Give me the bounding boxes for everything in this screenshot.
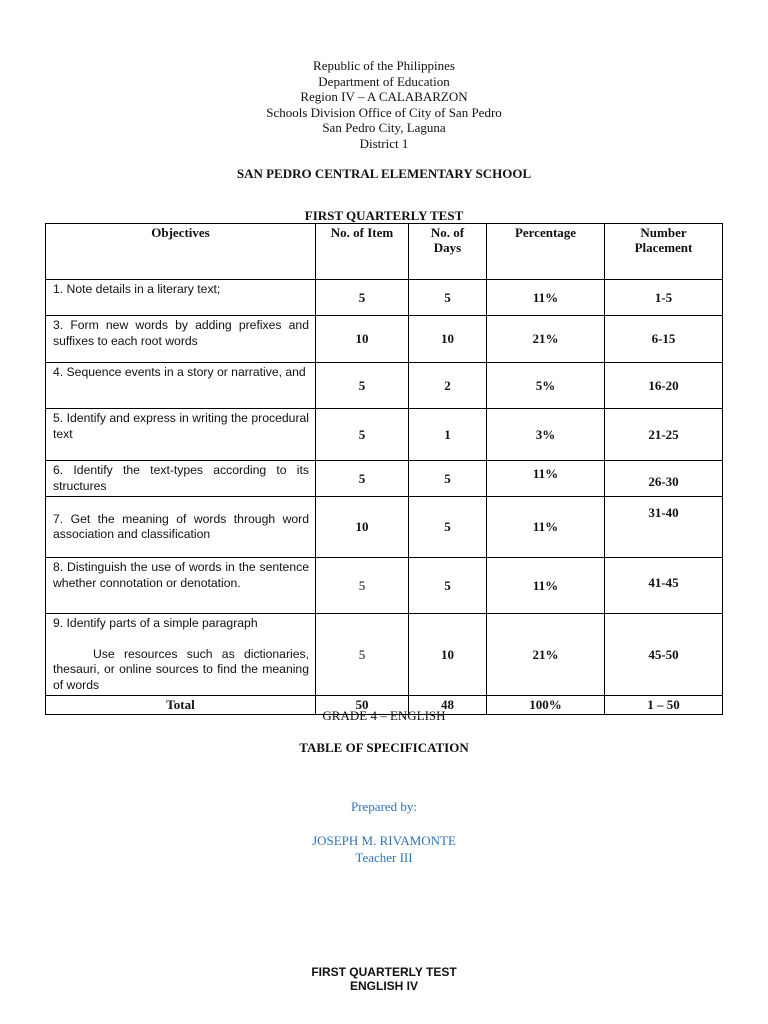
days-cell: 5 <box>409 461 487 497</box>
table-row <box>46 316 723 363</box>
col-header-placement-line1: Number <box>640 225 687 240</box>
percentage-cell: 11% <box>487 497 605 558</box>
objective-text: 5. Identify and express in writing the procedural text <box>53 411 309 441</box>
items-cell: 5 <box>316 614 409 696</box>
days-cell: 5 <box>409 280 487 316</box>
objective-cell <box>46 316 316 363</box>
percentage-cell: 11% <box>487 461 605 497</box>
objective-text: 6. Identify the text-types according to its structures <box>53 463 309 493</box>
footer-line-subject: ENGLISH IV <box>349 979 418 993</box>
header-line-district: District 1 <box>359 136 409 151</box>
table-row <box>46 363 723 409</box>
placement-cell: 1-5 <box>605 280 723 316</box>
objective-cell <box>46 461 316 497</box>
days-cell: 10 <box>409 614 487 696</box>
objective-cell <box>46 280 316 316</box>
school-name: SAN PEDRO CENTRAL ELEMENTARY SCHOOL <box>236 166 532 181</box>
items-cell: 5 <box>316 363 409 409</box>
col-header-objectives: Objectives <box>46 224 316 280</box>
days-cell: 5 <box>409 558 487 614</box>
objective-cell <box>46 363 316 409</box>
objective-extra-text: Use resources such as dictionaries, thesauri, or online sources to find the meaning of words <box>53 646 309 692</box>
objective-text: 8. Distinguish the use of words in the sentence whether connotation or denotation. <box>53 560 309 590</box>
col-header-number-placement <box>605 224 723 280</box>
grade-subject: GRADE 4 – ENGLISH <box>322 708 446 723</box>
items-cell: 10 <box>316 497 409 558</box>
header-line-city: San Pedro City, Laguna <box>322 120 446 136</box>
table-row <box>46 614 723 696</box>
objective-text: 7. Get the meaning of words through word association and classification <box>53 511 309 541</box>
placement-cell: 31-40 <box>605 497 723 558</box>
total-items: 50 <box>316 696 409 715</box>
prepared-by-label: Prepared by: <box>350 799 418 814</box>
objective-cell <box>46 614 316 696</box>
items-cell: 5 <box>316 558 409 614</box>
preparer-position: Teacher III <box>355 850 413 865</box>
items-cell: 5 <box>316 461 409 497</box>
items-cell: 5 <box>316 280 409 316</box>
percentage-cell: 3% <box>487 409 605 461</box>
table-header-row <box>46 224 723 280</box>
placement-cell: 45-50 <box>605 614 723 696</box>
placement-cell: 26-30 <box>605 461 723 497</box>
objective-text: 1. Note details in a literary text; <box>53 282 221 296</box>
col-header-no-of-item: No. of Item <box>316 224 409 280</box>
footer-line-test: FIRST QUARTERLY TEST <box>311 965 457 979</box>
header-line-republic: Republic of the Philippines <box>313 58 455 73</box>
placement-cell: 6-15 <box>605 316 723 363</box>
total-days: 48 <box>409 696 487 715</box>
table-row <box>46 280 723 316</box>
col-header-placement-line2: Placement <box>634 240 693 255</box>
header-line-region: Region IV – A CALABARZON <box>300 89 468 105</box>
col-header-percentage: Percentage <box>487 224 605 280</box>
placement-cell: 21-25 <box>605 409 723 461</box>
total-placement: 1 – 50 <box>605 696 723 715</box>
days-cell: 2 <box>409 363 487 409</box>
percentage-cell: 21% <box>487 316 605 363</box>
table-row <box>46 461 723 497</box>
days-cell: 5 <box>409 497 487 558</box>
col-header-days-line2: Days <box>433 240 462 255</box>
objective-text: 9. Identify parts of a simple paragraph <box>53 616 258 630</box>
objective-cell <box>46 558 316 614</box>
col-header-no-of-days <box>409 224 487 280</box>
percentage-cell: 11% <box>487 280 605 316</box>
items-cell: 5 <box>316 409 409 461</box>
days-cell: 10 <box>409 316 487 363</box>
specification-table <box>45 223 723 715</box>
percentage-cell: 21% <box>487 614 605 696</box>
percentage-cell: 11% <box>487 558 605 614</box>
table-row <box>46 409 723 461</box>
placement-cell: 16-20 <box>605 363 723 409</box>
percentage-cell: 5% <box>487 363 605 409</box>
header-line-division: Schools Division Office of City of San Pedro <box>266 104 502 120</box>
document-title: TABLE OF SPECIFICATION <box>299 740 469 755</box>
objective-text: 3. Form new words by adding prefixes and suffixes to each root words <box>53 318 309 348</box>
preparer-name: JOSEPH M. RIVAMONTE <box>312 833 456 848</box>
header-line-department: Department of Education <box>318 73 450 89</box>
placement-cell: 41-45 <box>605 558 723 614</box>
days-cell: 1 <box>409 409 487 461</box>
objective-text: 4. Sequence events in a story or narrative, and <box>53 365 306 379</box>
col-header-days-line1: No. of <box>430 225 465 240</box>
total-label: Total <box>46 696 316 715</box>
table-row <box>46 558 723 614</box>
test-title: FIRST QUARTERLY TEST <box>304 208 464 223</box>
objective-cell <box>46 497 316 558</box>
objective-cell <box>46 409 316 461</box>
table-row <box>46 497 723 558</box>
total-percentage: 100% <box>487 696 605 715</box>
items-cell: 10 <box>316 316 409 363</box>
